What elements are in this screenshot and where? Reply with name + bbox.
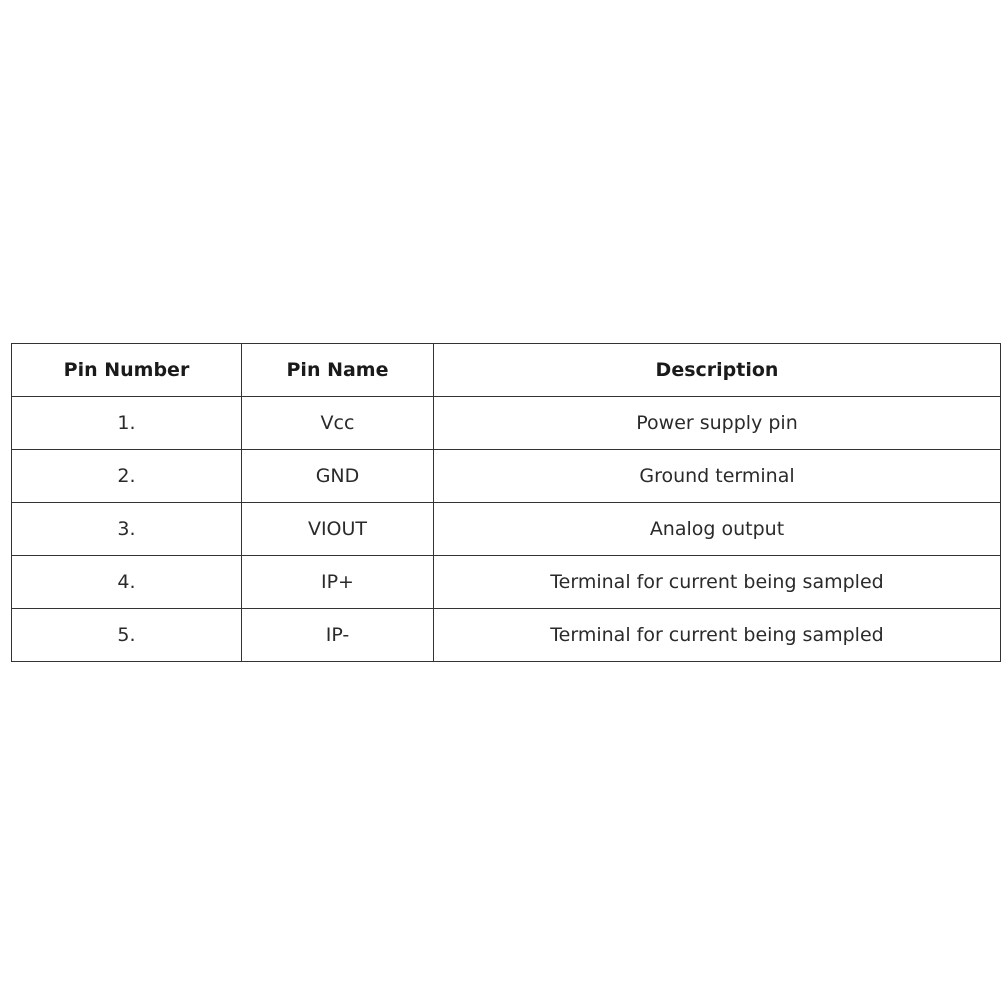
pin-name-cell: Vcc	[242, 397, 434, 450]
pin-name-cell: GND	[242, 450, 434, 503]
header-pin-name: Pin Name	[242, 344, 434, 397]
table-row	[12, 556, 1001, 609]
table-row	[12, 503, 1001, 556]
table-row	[12, 609, 1001, 662]
table-header	[12, 344, 1001, 397]
header-row	[12, 344, 1001, 397]
pin-number-cell: 3.	[12, 503, 242, 556]
header-description: Description	[434, 344, 1001, 397]
pin-number-cell: 4.	[12, 556, 242, 609]
pin-name-cell: VIOUT	[242, 503, 434, 556]
table-body	[12, 397, 1001, 662]
pin-description-cell: Terminal for current being sampled	[434, 609, 1001, 662]
pin-description-cell: Ground terminal	[434, 450, 1001, 503]
pin-number-cell: 2.	[12, 450, 242, 503]
pin-number-cell: 1.	[12, 397, 242, 450]
pin-description-cell: Analog output	[434, 503, 1001, 556]
table-row	[12, 450, 1001, 503]
table-row	[12, 397, 1001, 450]
pin-name-cell: IP-	[242, 609, 434, 662]
pin-table	[11, 343, 1001, 662]
pin-description-cell: Terminal for current being sampled	[434, 556, 1001, 609]
pin-name-cell: IP+	[242, 556, 434, 609]
pin-number-cell: 5.	[12, 609, 242, 662]
header-pin-number: Pin Number	[12, 344, 242, 397]
pin-description-cell: Power supply pin	[434, 397, 1001, 450]
